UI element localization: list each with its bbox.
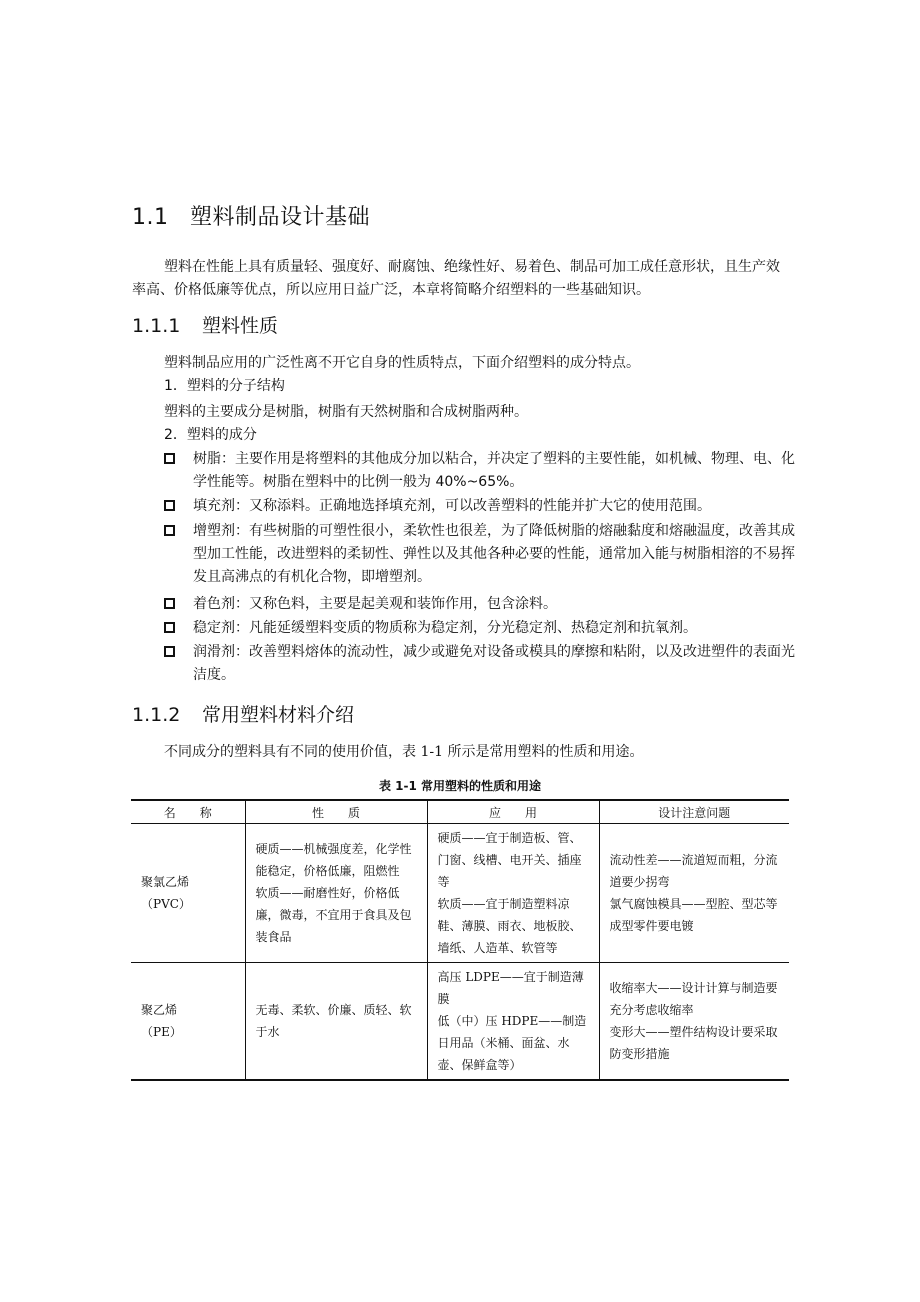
checkbox-bullet-icon — [164, 598, 175, 609]
cell-name — [131, 824, 245, 963]
checkbox-bullet-icon — [164, 500, 175, 511]
name-line: 聚乙烯 — [141, 1003, 178, 1017]
bullet-item-filler — [164, 495, 804, 518]
bullet-text: 树脂：主要作用是将塑料的其他成分加以粘合，并决定了塑料的主要性能，如机械、物理、电、化学性能等。树脂在塑料中的比例一般为 40%~65%。 — [193, 451, 795, 490]
paragraph-table-intro: 不同成分的塑料具有不同的使用价值，表 1-1 所示是常用塑料的性质和用途。 — [164, 744, 644, 760]
name-line: （PVC） — [141, 897, 191, 911]
table-caption: 表 1-1 常用塑料的性质和用途 — [378, 779, 542, 793]
section-number: 1.1 — [132, 205, 169, 230]
bullet-text: 着色剂：又称色料，主要是起美观和装饰作用，包含涂料。 — [193, 596, 557, 612]
bullet-item-lubricant — [164, 641, 804, 687]
applications-line: 硬质——宜于制造板、管、门窗、线槽、电开关、插座等 — [437, 831, 582, 889]
intro-paragraph: 塑料在性能上具有质量轻、强度好、耐腐蚀、绝缘性好、易着色、制品可加工成任意形状，且生产效率高、价格低廉等优点，所以应用日益广泛，本章将简略介绍塑料的一些基础知识。 — [132, 259, 780, 298]
subsection-title-2: 常用塑料材料介绍 — [202, 704, 355, 726]
bullet-item-colorant — [164, 593, 804, 616]
column-header-applications: 应 用 — [427, 800, 599, 824]
cell-properties — [245, 824, 427, 963]
table-row — [131, 963, 789, 1081]
cell-design-notes — [599, 963, 789, 1081]
column-header-design-notes: 设计注意问题 — [599, 800, 789, 824]
properties-line: 硬质——机械强度差，化学性能稳定，价格低廉，阻燃性 — [255, 842, 412, 878]
subsection-title-1: 塑料性质 — [202, 315, 279, 337]
subsection-number-2: 1.1.2 — [132, 704, 181, 726]
section-heading — [132, 200, 370, 231]
table-row — [131, 824, 789, 963]
section-title: 塑料制品设计基础 — [190, 205, 371, 230]
checkbox-bullet-icon — [164, 453, 175, 464]
plastics-table — [131, 799, 789, 1081]
applications-line: 软质——宜于制造塑料凉鞋、薄膜、雨衣、地板胶、墙纸、人造革、软管等 — [437, 897, 582, 955]
bullet-text: 稳定剂：凡能延缓塑料变质的物质称为稳定剂，分光稳定剂、热稳定剂和抗氧剂。 — [193, 620, 697, 636]
checkbox-bullet-icon — [164, 622, 175, 633]
item-heading-composition: 2．塑料的成分 — [164, 427, 257, 443]
cell-applications — [427, 824, 599, 963]
item-heading-molecular-structure: 1．塑料的分子结构 — [164, 378, 285, 394]
bullet-text: 增塑剂：有些树脂的可塑性很小，柔软性也很差，为了降低树脂的熔融黏度和熔融温度，改善其成型加工性能，改进塑料的柔韧性、弹性以及其他各种必要的性能，通常加入能与树脂相溶的不易挥发且高沸点的有机化合物，即增塑剂。 — [193, 523, 795, 585]
properties-line: 软质——耐磨性好，价格低廉，微毒，不宜用于食具及包装食品 — [255, 886, 412, 944]
bullet-item-plasticizer — [164, 520, 804, 589]
name-line: （PE） — [141, 1025, 182, 1039]
table-header-row — [131, 800, 789, 824]
notes-line: 流动性差——流道短而粗，分流道要少拐弯 — [609, 853, 778, 889]
cell-applications — [427, 963, 599, 1081]
column-header-name: 名 称 — [131, 800, 245, 824]
cell-properties — [245, 963, 427, 1081]
bullet-text: 润滑剂：改善塑料熔体的流动性，减少或避免对设备或模具的摩擦和粘附，以及改进塑件的表面光洁度。 — [193, 644, 795, 683]
notes-line: 氯气腐蚀模具——型腔、型芯等成型零件要电镀 — [609, 897, 778, 933]
applications-line: 高压 LDPE——宜于制造薄膜 — [437, 970, 584, 1006]
applications-line: 低（中）压 HDPE——制造日用品（米桶、面盆、水壶、保鲜盒等） — [437, 1014, 587, 1072]
paragraph-main-component: 塑料的主要成分是树脂，树脂有天然树脂和合成树脂两种。 — [164, 404, 528, 420]
notes-line: 收缩率大——设计计算与制造要充分考虑收缩率 — [609, 981, 778, 1017]
bullet-item-resin — [164, 448, 804, 494]
subsection-number-1: 1.1.1 — [132, 315, 181, 337]
cell-name — [131, 963, 245, 1081]
name-line: 聚氯乙烯 — [141, 875, 190, 889]
subsection-heading-2 — [132, 700, 354, 727]
notes-line: 变形大——塑件结构设计要采取防变形措施 — [609, 1025, 778, 1061]
bullet-text: 填充剂：又称添料。正确地选择填充剂，可以改善塑料的性能并扩大它的使用范围。 — [193, 498, 711, 514]
paragraph-properties-intro: 塑料制品应用的广泛性离不开它自身的性质特点，下面介绍塑料的成分特点。 — [164, 355, 640, 371]
bullet-item-stabilizer — [164, 617, 804, 640]
cell-design-notes — [599, 824, 789, 963]
column-header-properties: 性 质 — [245, 800, 427, 824]
properties-line: 无毒、柔软、价廉、质轻、软于水 — [255, 1003, 412, 1039]
checkbox-bullet-icon — [164, 525, 175, 536]
checkbox-bullet-icon — [164, 646, 175, 657]
subsection-heading-1 — [132, 311, 278, 338]
